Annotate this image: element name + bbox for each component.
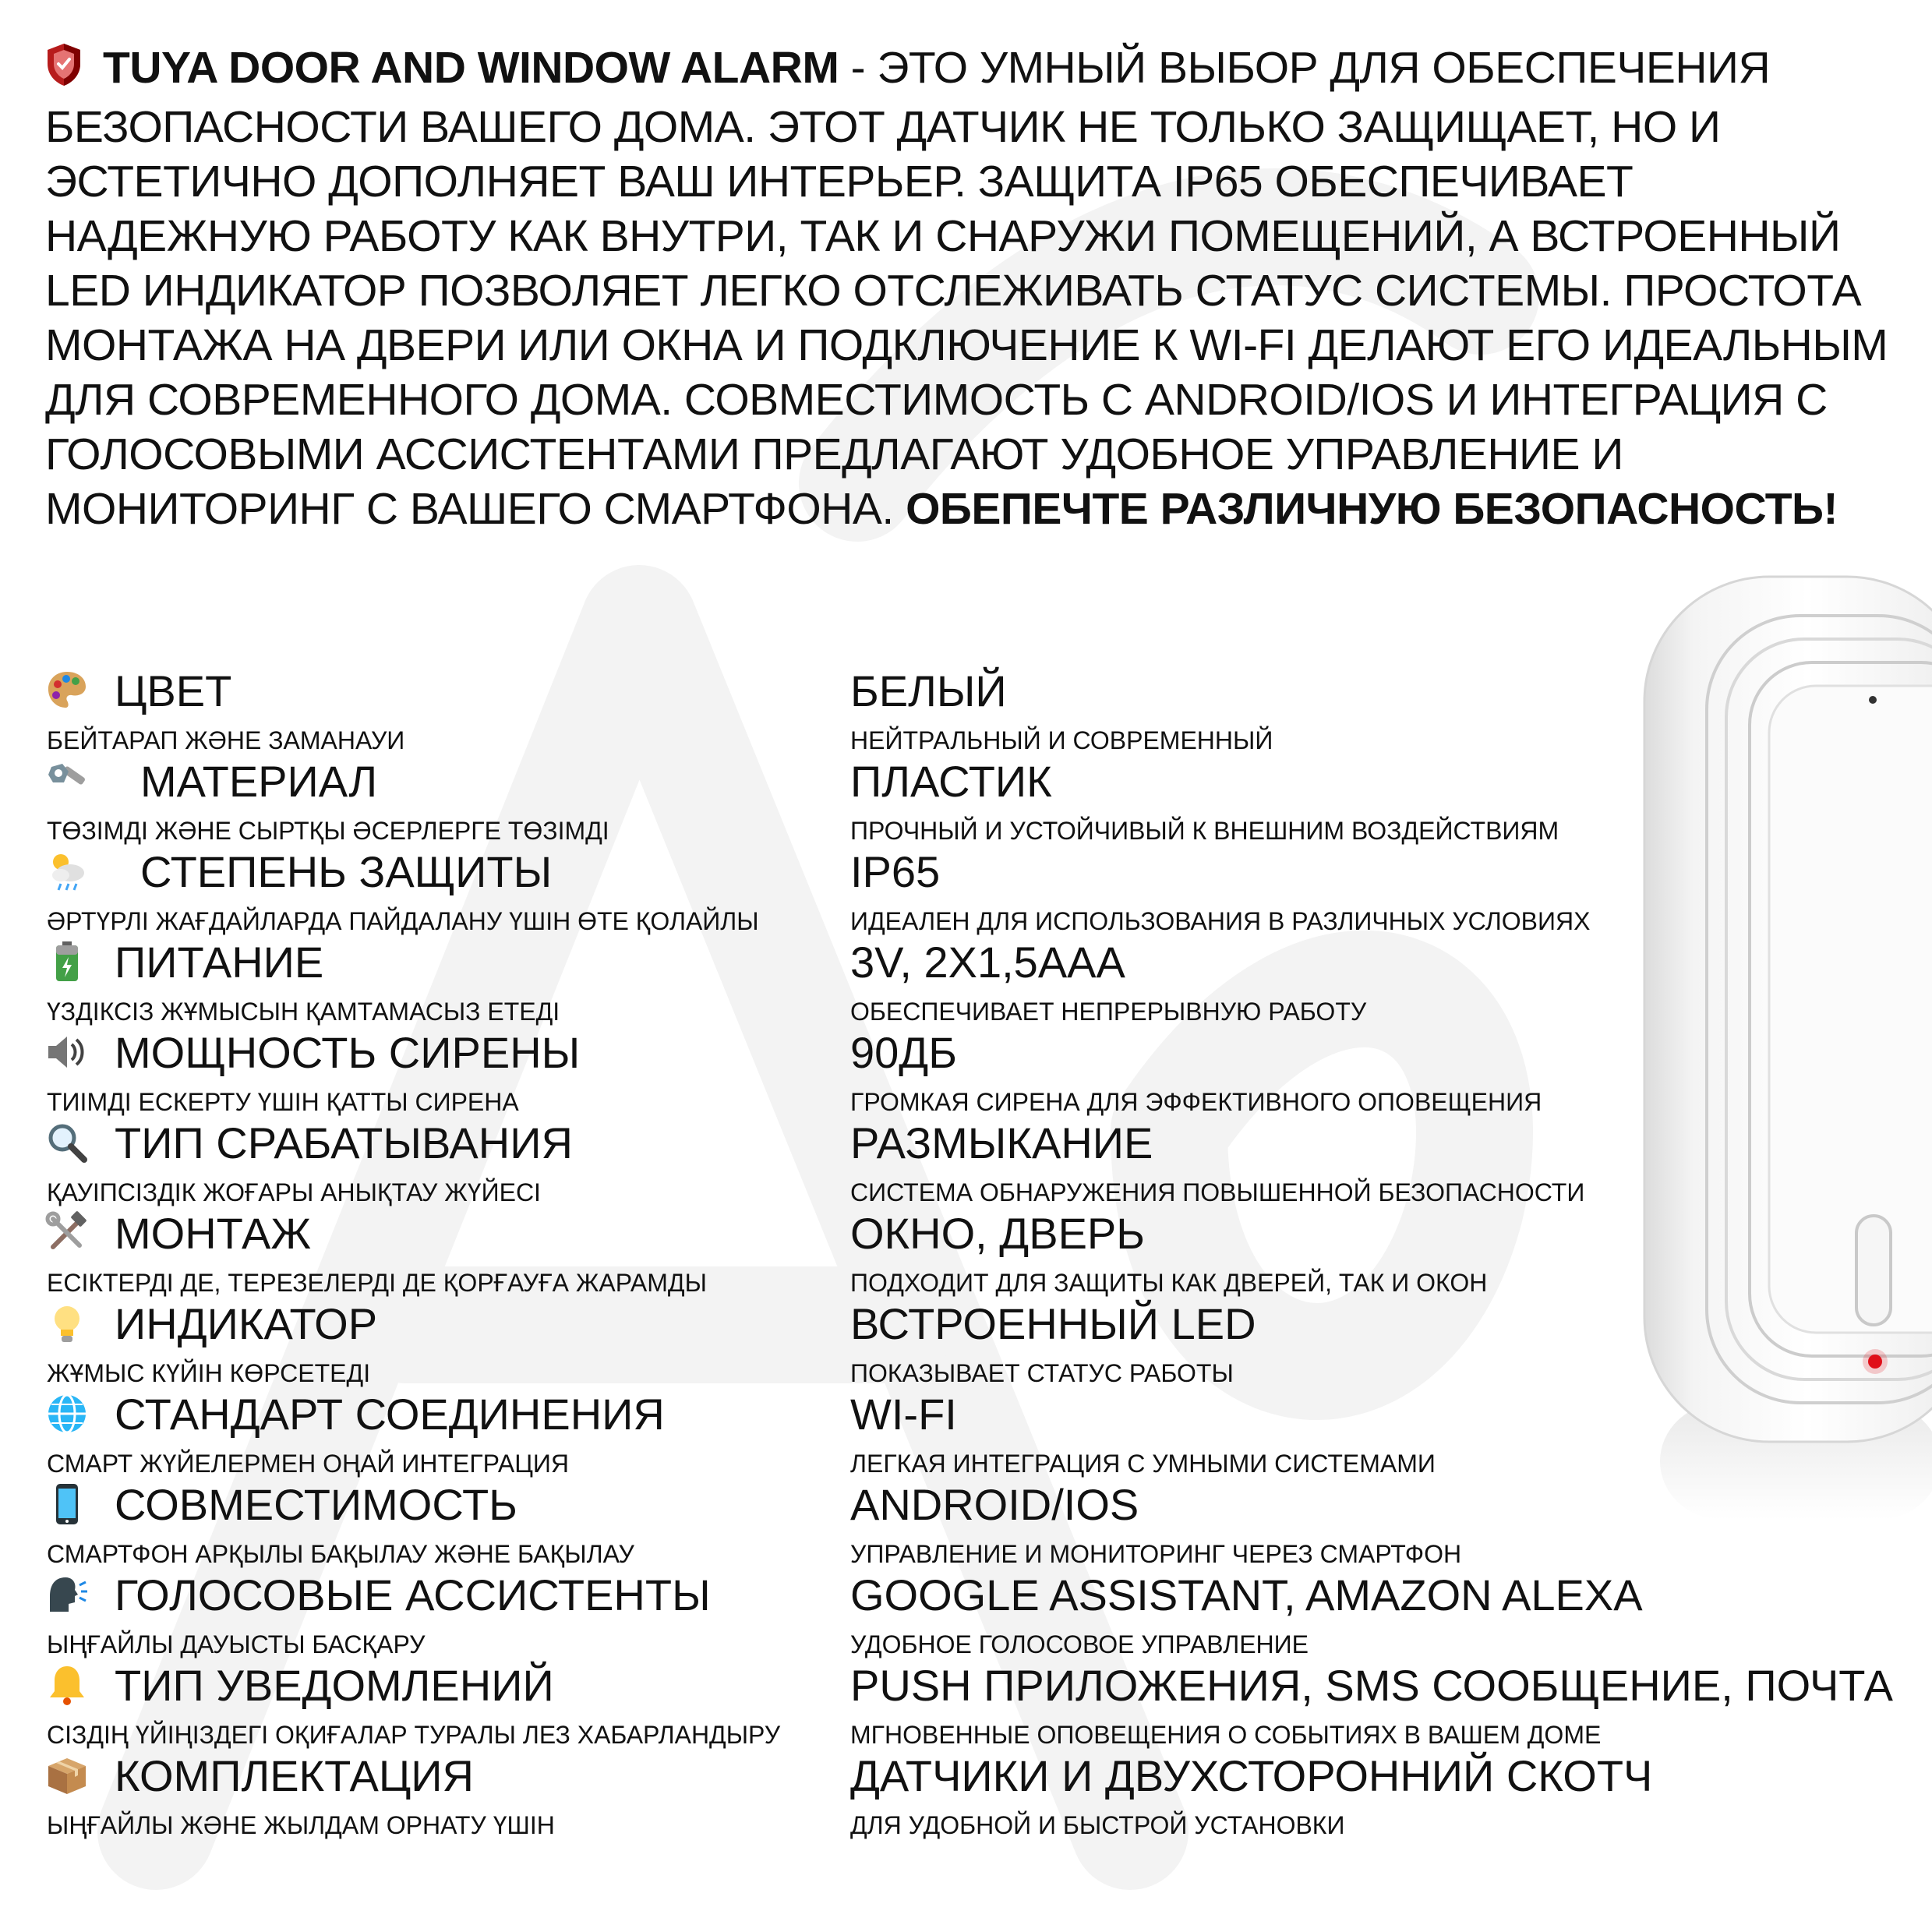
spec-value: ВСТРОЕННЫЙ LED	[850, 1299, 1256, 1348]
spec-value-description: НЕЙТРАЛЬНЫЙ И СОВРЕМЕННЫЙ	[850, 726, 1273, 754]
spec-value: РАЗМЫКАНИЕ	[850, 1118, 1153, 1167]
sun-rain-cloud-icon	[45, 849, 89, 893]
spec-label: ТИП УВЕДОМЛЕНИЙ	[115, 1661, 554, 1710]
spec-value: IP65	[850, 847, 941, 896]
spec-row-protection	[0, 848, 1932, 938]
spec-label-kz: ТӨЗІМДІ ЖӘНЕ СЫРТҚЫ ӘСЕРЛЕРГЕ ТӨЗІМДІ	[47, 817, 609, 845]
spec-value: ДАТЧИКИ И ДВУХСТОРОННИЙ СКОТЧ	[850, 1751, 1653, 1800]
spec-value: 3V, 2X1,5AAA	[850, 938, 1125, 987]
spec-row-indicator	[0, 1300, 1932, 1390]
spec-label: ЦВЕТ	[115, 666, 232, 715]
spec-label-kz: ТИІМДІ ЕСКЕРТУ ҮШІН ҚАТТЫ СИРЕНА	[47, 1088, 519, 1116]
spec-label-kz: ӘРТҮРЛІ ЖАҒДАЙЛАРДА ПАЙДАЛАНУ ҮШІН ӨТЕ ҚОЛАЙЛЫ	[47, 907, 759, 935]
spec-value-description: ИДЕАЛЕН ДЛЯ ИСПОЛЬЗОВАНИЯ В РАЗЛИЧНЫХ УСЛОВИЯХ	[850, 907, 1591, 935]
spec-value: PUSH ПРИЛОЖЕНИЯ, SMS СООБЩЕНИЕ, ПОЧТА	[850, 1661, 1893, 1710]
intro-paragraph	[45, 41, 1900, 536]
spec-label: СОВМЕСТИМОСТЬ	[115, 1480, 517, 1529]
spec-row-mounting	[0, 1210, 1932, 1300]
magnifier-icon	[45, 1121, 89, 1164]
spec-row-compatibility	[0, 1481, 1932, 1571]
spec-value: БЕЛЫЙ	[850, 666, 1007, 715]
spec-label: ГОЛОСОВЫЕ АССИСТЕНТЫ	[115, 1570, 711, 1619]
spec-value: 90ДБ	[850, 1028, 957, 1077]
speaker-icon	[45, 1030, 89, 1074]
spec-label: СТАНДАРТ СОЕДИНЕНИЯ	[115, 1390, 665, 1439]
spec-label-kz: СМАРТФОН АРҚЫЛЫ БАҚЫЛАУ ЖӘНЕ БАҚЫЛАУ	[47, 1540, 634, 1568]
light-bulb-icon	[45, 1302, 89, 1345]
spec-row-material	[0, 758, 1932, 848]
palette-icon	[45, 669, 89, 712]
spec-list	[0, 667, 1932, 1842]
spec-value-description: УПРАВЛЕНИЕ И МОНИТОРИНГ ЧЕРЕЗ СМАРТФОН	[850, 1540, 1462, 1568]
spec-row-voice-assistants	[0, 1571, 1932, 1662]
spec-row-siren	[0, 1029, 1932, 1119]
spec-label: СТЕПЕНЬ ЗАЩИТЫ	[140, 847, 553, 896]
spec-value-description: МГНОВЕННЫЕ ОПОВЕЩЕНИЯ О СОБЫТИЯХ В ВАШЕМ ДОМЕ	[850, 1721, 1602, 1749]
globe-icon	[45, 1392, 89, 1436]
spec-label-kz: СМАРТ ЖҮЙЕЛЕРМЕН ОҢАЙ ИНТЕГРАЦИЯ	[47, 1450, 569, 1478]
smartphone-icon	[45, 1482, 89, 1526]
spec-label-kz: ЖҰМЫС КҮЙІН КӨРСЕТЕДІ	[47, 1359, 371, 1387]
spec-label: КОМПЛЕКТАЦИЯ	[115, 1751, 474, 1800]
spec-label: ПИТАНИЕ	[115, 938, 324, 987]
package-icon	[45, 1754, 89, 1797]
spec-row-notifications	[0, 1662, 1932, 1752]
spec-row-package	[0, 1752, 1932, 1842]
spec-value-description: ПОДХОДИТ ДЛЯ ЗАЩИТЫ КАК ДВЕРЕЙ, ТАК И ОКОН	[850, 1269, 1488, 1297]
spec-label-kz: СІЗДІҢ ҮЙІҢІЗДЕГІ ОҚИҒАЛАР ТУРАЛЫ ЛЕЗ ХАБАРЛАНДЫРУ	[47, 1721, 781, 1749]
spec-value-description: ПОКАЗЫВАЕТ СТАТУС РАБОТЫ	[850, 1359, 1234, 1387]
speaking-head-icon	[45, 1573, 89, 1616]
spec-label-kz: ЫҢҒАЙЛЫ ЖӘНЕ ЖЫЛДАМ ОРНАТУ ҮШІН	[47, 1811, 555, 1839]
spec-label: МАТЕРИАЛ	[140, 757, 378, 806]
spec-label: МОЩНОСТЬ СИРЕНЫ	[115, 1028, 581, 1077]
spec-value-description: СИСТЕМА ОБНАРУЖЕНИЯ ПОВЫШЕННОЙ БЕЗОПАСНОСТИ	[850, 1178, 1585, 1206]
spec-value-description: ЛЕГКАЯ ИНТЕГРАЦИЯ С УМНЫМИ СИСТЕМАМИ	[850, 1450, 1436, 1478]
spec-row-color	[0, 667, 1932, 758]
spec-label: ИНДИКАТОР	[115, 1299, 378, 1348]
hammer-wrench-icon	[45, 1211, 89, 1255]
spec-value: GOOGLE ASSISTANT, AMAZON ALEXA	[850, 1570, 1643, 1619]
spec-value: ANDROID/IOS	[850, 1480, 1139, 1529]
spec-value: ПЛАСТИК	[850, 757, 1052, 806]
spec-value: ОКНО, ДВЕРЬ	[850, 1209, 1146, 1258]
shield-icon	[45, 42, 83, 100]
spec-label: ТИП СРАБАТЫВАНИЯ	[115, 1118, 573, 1167]
spec-label: МОНТАЖ	[115, 1209, 312, 1258]
spec-value: WI-FI	[850, 1390, 957, 1439]
spec-label-kz: БЕЙТАРАП ЖӘНЕ ЗАМАНАУИ	[47, 726, 405, 754]
spec-label-kz: ЕСІКТЕРДІ ДЕ, ТЕРЕЗЕЛЕРДІ ДЕ ҚОРҒАУҒА ЖАРАМДЫ	[47, 1269, 707, 1297]
spec-row-power	[0, 938, 1932, 1029]
spec-label-kz: ҮЗДІКСІЗ ЖҰМЫСЫН ҚАМТАМАСЫЗ ЕТЕДІ	[47, 998, 560, 1026]
spec-value-description: ГРОМКАЯ СИРЕНА ДЛЯ ЭФФЕКТИВНОГО ОПОВЕЩЕНИЯ	[850, 1088, 1542, 1116]
intro-cta: ОБЕПЕЧТЕ РАЗЛИЧНУЮ БЕЗОПАСНОСТЬ!	[906, 484, 1838, 534]
spec-label-kz: ЫҢҒАЙЛЫ ДАУЫСТЫ БАСҚАРУ	[47, 1630, 426, 1658]
spec-row-connectivity	[0, 1390, 1932, 1481]
spec-label-kz: ҚАУІПСІЗДІК ЖОҒАРЫ АНЫҚТАУ ЖҮЙЕСІ	[47, 1178, 541, 1206]
battery-icon	[45, 940, 89, 984]
spec-value-description: ДЛЯ УДОБНОЙ И БЫСТРОЙ УСТАНОВКИ	[850, 1811, 1345, 1839]
intro-text: - ЭТО УМНЫЙ ВЫБОР ДЛЯ ОБЕСПЕЧЕНИЯ БЕЗОПАСНОСТИ ВАШЕГО ДОМА. ЭТОТ ДАТЧИК НЕ ТОЛЬКО ЗАЩИЩАЕТ, НО И ЭСТЕТИЧНО ДОПОЛНЯЕТ ВАШ ИНТЕРЬЕР. ЗАЩИТА IP65 ОБЕСПЕЧИВАЕТ НАДЕЖНУЮ РАБОТУ КАК ВНУТРИ, ТАК И СНАРУЖИ ПОМЕЩЕНИЙ, А ВСТРОЕННЫЙ LED ИНДИКАТОР ПОЗВОЛЯЕТ ЛЕГКО ОТСЛЕЖИВАТЬ СТАТУС СИСТЕМЫ. ПРОСТОТА МОНТАЖА НА ДВЕРИ ИЛИ ОКНА И ПОДКЛЮЧЕНИЕ К WI-FI ДЕЛАЮТ ЕГО ИДЕАЛЬНЫМ ДЛЯ СОВРЕМЕННОГО ДОМА. СОВМЕСТИМОСТЬ С ANDROID/IOS И ИНТЕГРАЦИЯ С ГОЛОСОВЫМИ АССИСТЕНТАМИ ПРЕДЛАГАЮТ УДОБНОЕ УПРАВЛЕНИЕ И МОНИТОРИНГ С ВАШЕГО СМАРТФОНА.	[45, 43, 1888, 534]
spec-value-description: УДОБНОЕ ГОЛОСОВОЕ УПРАВЛЕНИЕ	[850, 1630, 1309, 1658]
spec-value-description: ПРОЧНЫЙ И УСТОЙЧИВЫЙ К ВНЕШНИМ ВОЗДЕЙСТВИЯМ	[850, 817, 1559, 845]
spec-value-description: ОБЕСПЕЧИВАЕТ НЕПРЕРЫВНУЮ РАБОТУ	[850, 998, 1367, 1026]
intro-brand: TUYA DOOR AND WINDOW ALARM	[103, 43, 839, 93]
nut-bolt-icon	[45, 759, 89, 803]
spec-row-trigger	[0, 1119, 1932, 1210]
bell-icon	[45, 1663, 89, 1707]
